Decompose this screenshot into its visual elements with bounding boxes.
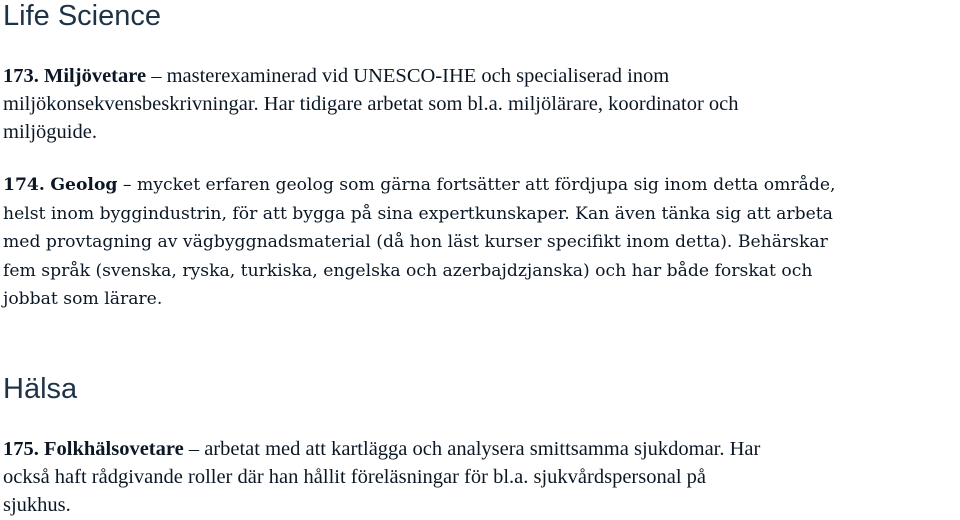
list-item bbox=[3, 171, 836, 314]
entry-line bbox=[3, 62, 739, 90]
entry-dash: – bbox=[188, 438, 200, 460]
entry-text: med provtagning av vägbyggnadsmaterial (då hon läst kurser specifikt inom detta). Behärskar bbox=[3, 232, 828, 252]
entry-text: också haft rådgivande roller där han hållit föreläsningar för bl.a. sjukvårdspersonal på bbox=[3, 466, 707, 488]
entry-text: masterexaminerad vid UNESCO-IHE och specialiserad inom bbox=[166, 65, 670, 87]
section-heading-halsa: Hälsa bbox=[3, 373, 78, 405]
list-item bbox=[3, 435, 760, 519]
entry-text: sjukhus. bbox=[3, 494, 71, 516]
entry-number: 174. bbox=[3, 175, 45, 195]
entry-number: 173. bbox=[3, 65, 39, 87]
entry-line bbox=[3, 171, 836, 200]
entry-dash: – bbox=[151, 65, 162, 87]
section-heading-life-science: Life Science bbox=[3, 0, 161, 32]
entry-dash: – bbox=[122, 175, 132, 195]
entry-title: Folkhälsovetare bbox=[44, 438, 184, 460]
entry-text: miljöguide. bbox=[3, 121, 97, 143]
entry-line bbox=[3, 435, 760, 463]
entry-title: Geolog bbox=[50, 175, 118, 195]
entry-text: fem språk (svenska, ryska, turkiska, engelska och azerbajdzjanska) och har både forskat och bbox=[3, 260, 813, 281]
list-item bbox=[3, 62, 739, 146]
entry-text: helst inom byggindustrin, för att bygga på sina expertkunskaper. Kan även tänka sig att arbeta bbox=[3, 203, 833, 224]
entry-text: jobbat som lärare. bbox=[3, 289, 163, 309]
entry-text: miljökonsekvensbeskrivningar. Har tidigare arbetat som bl.a. miljölärare, koordinator och bbox=[3, 93, 739, 115]
entry-text: arbetat med att kartlägga och analysera smittsamma sjukdomar. Har bbox=[204, 438, 761, 460]
entry-text: mycket erfaren geolog som gärna fortsätter att fördjupa sig inom detta område, bbox=[136, 175, 836, 195]
entry-number: 175. bbox=[3, 438, 39, 460]
entry-title: Miljövetare bbox=[44, 65, 147, 87]
